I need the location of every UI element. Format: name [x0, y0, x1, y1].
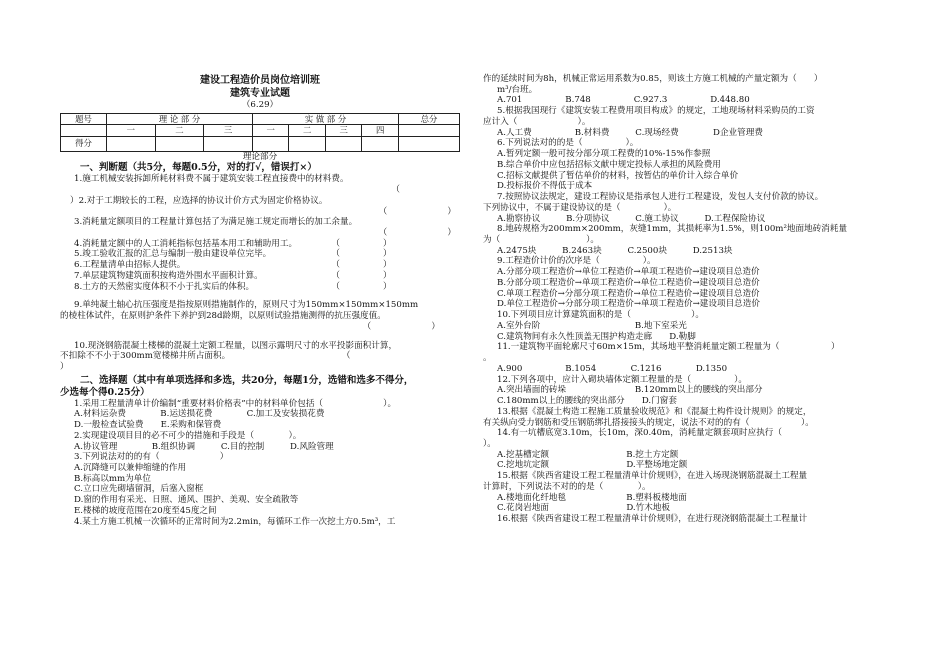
score-table-header-row — [61, 113, 460, 125]
section1-body — [60, 174, 460, 372]
score-input[interactable] — [398, 136, 459, 151]
option-line: A.勘察协议 B.分项协议 C.施工协议 D.工程保险协议 — [497, 213, 766, 224]
section1-heading: 一、判断题（共5分，每题0.5分，对的打√，错误打×） — [80, 162, 317, 174]
score-cell-total: 总分 — [398, 113, 459, 125]
question-line: 10.现浇钢筋混凝土楼梯的混凝土定额工程量，以图示露明尺寸的水平投影面积计算， — [74, 340, 398, 351]
option-line: A.楼地面化纤地毯 B.塑料板楼地面 — [497, 492, 687, 503]
option-line: A.人工费 B.材料费 C.现场经费 D企业管理费 — [497, 127, 763, 138]
score-input[interactable] — [362, 136, 399, 151]
option-line: A.沉降缝可以兼伸缩缝的作用 — [74, 462, 187, 473]
score-cell-score-label: 得分 — [61, 136, 107, 151]
option-line: D.一般检查试验费 E.采购和保管费 — [74, 420, 222, 431]
answer-bracket: ） — [60, 362, 69, 373]
answer-bracket: （ ） — [378, 206, 456, 217]
left-column — [60, 74, 460, 527]
question-line: 。 — [483, 353, 492, 364]
score-input[interactable] — [252, 136, 289, 151]
theory-section-label: 理论部分 — [242, 151, 278, 162]
question-line: 12.下列各项中，应计入砌块墙体定额工程量的是（ ）。 — [497, 374, 747, 385]
score-cell-num: 一 — [252, 125, 289, 137]
score-input[interactable] — [107, 136, 156, 151]
exam-subtitle: 建筑专业试题 — [230, 88, 290, 99]
question-line: 有关纵向受力钢筋和受压钢筋绑扎搭接接头的规定，说法不对的的有（ ）。 — [483, 417, 814, 428]
question-line: 的棱柱体试件，在原则护条件下养护到28d龄期，以原则试验措施测得的抗压强度值。 — [60, 311, 386, 322]
question-line: 作的延续时间为8h，机械正常运用系数为0.85，则该土方施工机械的产量定额为（ ） — [483, 74, 823, 84]
question-line: 6.下列说法对的的是（ ）。 — [497, 138, 639, 149]
question-line: 2.实现建设项目目的必不可少的措施和手段是（ ）。 — [74, 430, 302, 441]
score-cell-theory: 理 论 部 分 — [107, 113, 253, 125]
question-line: 4.消耗量定额中的人工消耗指标包括基本用工和辅助用工。 （ ） — [74, 238, 392, 249]
question-line: 10.下列项目应计算建筑面积的是（ ）。 — [497, 310, 705, 321]
question-line: 1.施工机械安装拆卸所耗材料费不属于建筑安装工程直接费中的材料费。 — [74, 174, 349, 185]
score-cell-label: 题号 — [61, 113, 107, 125]
score-cell-practice: 实 做 部 分 — [252, 113, 398, 125]
score-table-number-row — [61, 125, 460, 137]
question-line: 5.根据我国现行《建筑安装工程费用项目构成》的规定，工地现场材料采购员的工资 — [497, 106, 815, 117]
answer-bracket: （ — [391, 185, 400, 196]
question-line: 3.消耗量定额项目的工程量计算包括了为满足施工规定而增长的加工余量。 — [74, 217, 358, 228]
answer-bracket: （ ） — [362, 321, 440, 332]
question-line: 应计入（ ）。 — [483, 116, 591, 127]
section2-heading: 二、选择题（其中有单项选择和多选，共20分，每题1分，选错和选多不得分， — [80, 374, 414, 386]
option-line: B.综合单价中应包括招标文献中规定投标人承担的风险费用 — [497, 159, 721, 170]
question-line: 3.下列说法对的的有（ ） — [74, 452, 229, 463]
question-line: 15.根据《陕西省建设工程工程量清单计价规则》，在进入场现浇钢筋混凝土工程量 — [497, 471, 808, 482]
option-line: E.楼梯的坡度范围在20度至45度之间 — [74, 505, 217, 516]
question-line: 5.竣工验收汇报的汇总与编制一般由建设单位完毕。 （ ） — [74, 249, 392, 260]
score-cell-num: 三 — [204, 125, 253, 137]
right-column — [483, 74, 898, 525]
question-line: 8.土方的天然密实度体积不小于扎实后的体积。 （ ） — [74, 281, 392, 292]
option-line: A.室外台阶 B.地下室采光 — [497, 320, 687, 331]
question-line: ）。 — [483, 438, 496, 449]
option-line: A.突出墙面的砖垛 B.120mm以上的腰线的突出部分 — [497, 385, 763, 396]
question-line: 4.某土方施工机械一次循环的正常时间为2.2min，每循环工作一次挖土方0.5m³，工 — [74, 516, 396, 527]
option-line: C.180mm以上的腰线的突出部分 D.门窗套 — [497, 396, 677, 407]
question-line: 7.按照协议法规定，建设工程协议是指承包人进行工程建设，发包人支付价款的协议。 — [497, 192, 824, 203]
option-line: C.挖地坑定额 D.平整场地定额 — [497, 460, 688, 471]
question-line: 为（ ）。 — [483, 235, 600, 246]
score-cell-num: 三 — [325, 125, 362, 137]
score-input[interactable] — [204, 136, 253, 151]
question-line: 14.有一坑槽底宽3.10m，长10m，深0.40m，消耗量定额套项时应执行（ — [497, 428, 782, 439]
option-line: C.招标文献提供了暂估单价的材料，按暂估的单价计入综合单价 — [497, 170, 739, 181]
score-table-score-row — [61, 136, 460, 151]
option-line: A.701 B.748 C.927.3 D.448.80 — [497, 95, 750, 106]
score-cell-num: 二 — [289, 125, 326, 137]
option-line: D.窗的作用有采光、日照、通风、围护、美观、安全疏散等 — [74, 495, 299, 506]
score-table — [60, 113, 460, 152]
exam-title: 建设工程造价员岗位培训班 — [200, 75, 320, 86]
question-line: 11.一建筑物平面轮廓尺寸60m×15m，其场地平整消耗量定额工程量为（ ） — [497, 342, 840, 353]
option-line: A.900 B.1054 C.1216 D.1350 — [497, 363, 728, 374]
option-line: C.立口应先砌墙留洞，后塞入窗框 — [74, 484, 204, 495]
option-line: B.分部分项工程造价→单项工程造价→单位工程造价→建设项目总造价 — [497, 277, 760, 288]
score-cell-empty — [61, 125, 107, 137]
option-line: D.单位工程造价→分部分项工程造价→单项工程造价→建设项目总造价 — [497, 299, 760, 310]
section2-body — [60, 399, 460, 528]
question-line: 不扣除不不小于300mm宽楼梯井所占面积。 （ — [60, 351, 351, 362]
question-line: m³/台班。 — [497, 84, 538, 95]
option-line: A.暂列定额一般可按分部分项工程费的10%-15%作参照 — [497, 149, 711, 160]
score-cell-num: 一 — [107, 125, 156, 137]
option-line: D.投标报价不得低于成本 — [497, 181, 593, 192]
question-line: 下列协议中，不属于建设协议的是（ ）。 — [483, 202, 677, 213]
option-line: C.建筑物间有永久性顶盖无围护构造走廊 D.勒脚 — [497, 331, 696, 342]
question-line: 9.工程造价计价的次序是（ ）。 — [497, 256, 656, 267]
option-line: C.花岗岩地面 D.竹木地板 — [497, 503, 671, 514]
question-line: 1.采用工程量清单计价编制“重要材料价格表”中的材料单价包括（ ）。 — [74, 398, 397, 409]
answer-bracket: （ ） — [378, 228, 456, 239]
question-line: 计算时，下列说法不对的的是（ ）。 — [483, 481, 651, 492]
exam-date: （6.29） — [241, 100, 279, 110]
score-cell-empty — [398, 125, 459, 137]
option-line: C.单项工程造价→分部分项工程造价→单位工程造价→建设项目总造价 — [497, 288, 760, 299]
option-line: A.挖基槽定额 B.挖土方定额 — [497, 449, 679, 460]
option-line: A.2475块 B.2463块 C.2500块 D.2513块 — [497, 245, 733, 256]
option-line: A.协议管理 B.组织协调 C.目的控制 D.风险管理 — [74, 441, 334, 452]
score-input[interactable] — [325, 136, 362, 151]
option-line: A.分部分项工程造价→单位工程造价→单项工程造价→建设项目总造价 — [497, 267, 760, 278]
score-input[interactable] — [289, 136, 326, 151]
section2-heading-cont: 少选每个得0.25分） — [60, 386, 150, 398]
question-line: 9.单纯凝土轴心抗压强度是指按原则措施制作的，原则尺寸为150mm×150mm×150mm — [74, 300, 419, 311]
question-line: 6.工程量清单由招标人提供。 （ ） — [74, 260, 392, 271]
score-cell-num: 四 — [362, 125, 399, 137]
question-line: ）2.对于工期较长的工程，应选择的协议计价方式为固定价格协议。 — [70, 195, 328, 206]
question-line: 16.根据《陕西省建设工程工程量清单计价规则》，在进行现浇钢筋混凝土工程量计 — [497, 514, 808, 525]
question-line: 13.根据《混凝土构造工程施工质量验收规范》和《混凝土构件设计规则》的规定， — [497, 406, 812, 417]
question-line: 7.单层建筑物建筑面积按构造外围水平面积计算。 （ ） — [74, 270, 392, 281]
option-line: B.标高以mm为单位 — [74, 473, 151, 484]
option-line: A.材料运杂费 B.运送损花费 C.加工及安装损花费 — [74, 409, 325, 420]
question-line: 8.地砖规格为200mm×200mm，灰缝1mm，其损耗率为1.5%，则100m²地面地砖消耗量 — [497, 224, 848, 235]
score-input[interactable] — [155, 136, 204, 151]
score-cell-num: 二 — [155, 125, 204, 137]
